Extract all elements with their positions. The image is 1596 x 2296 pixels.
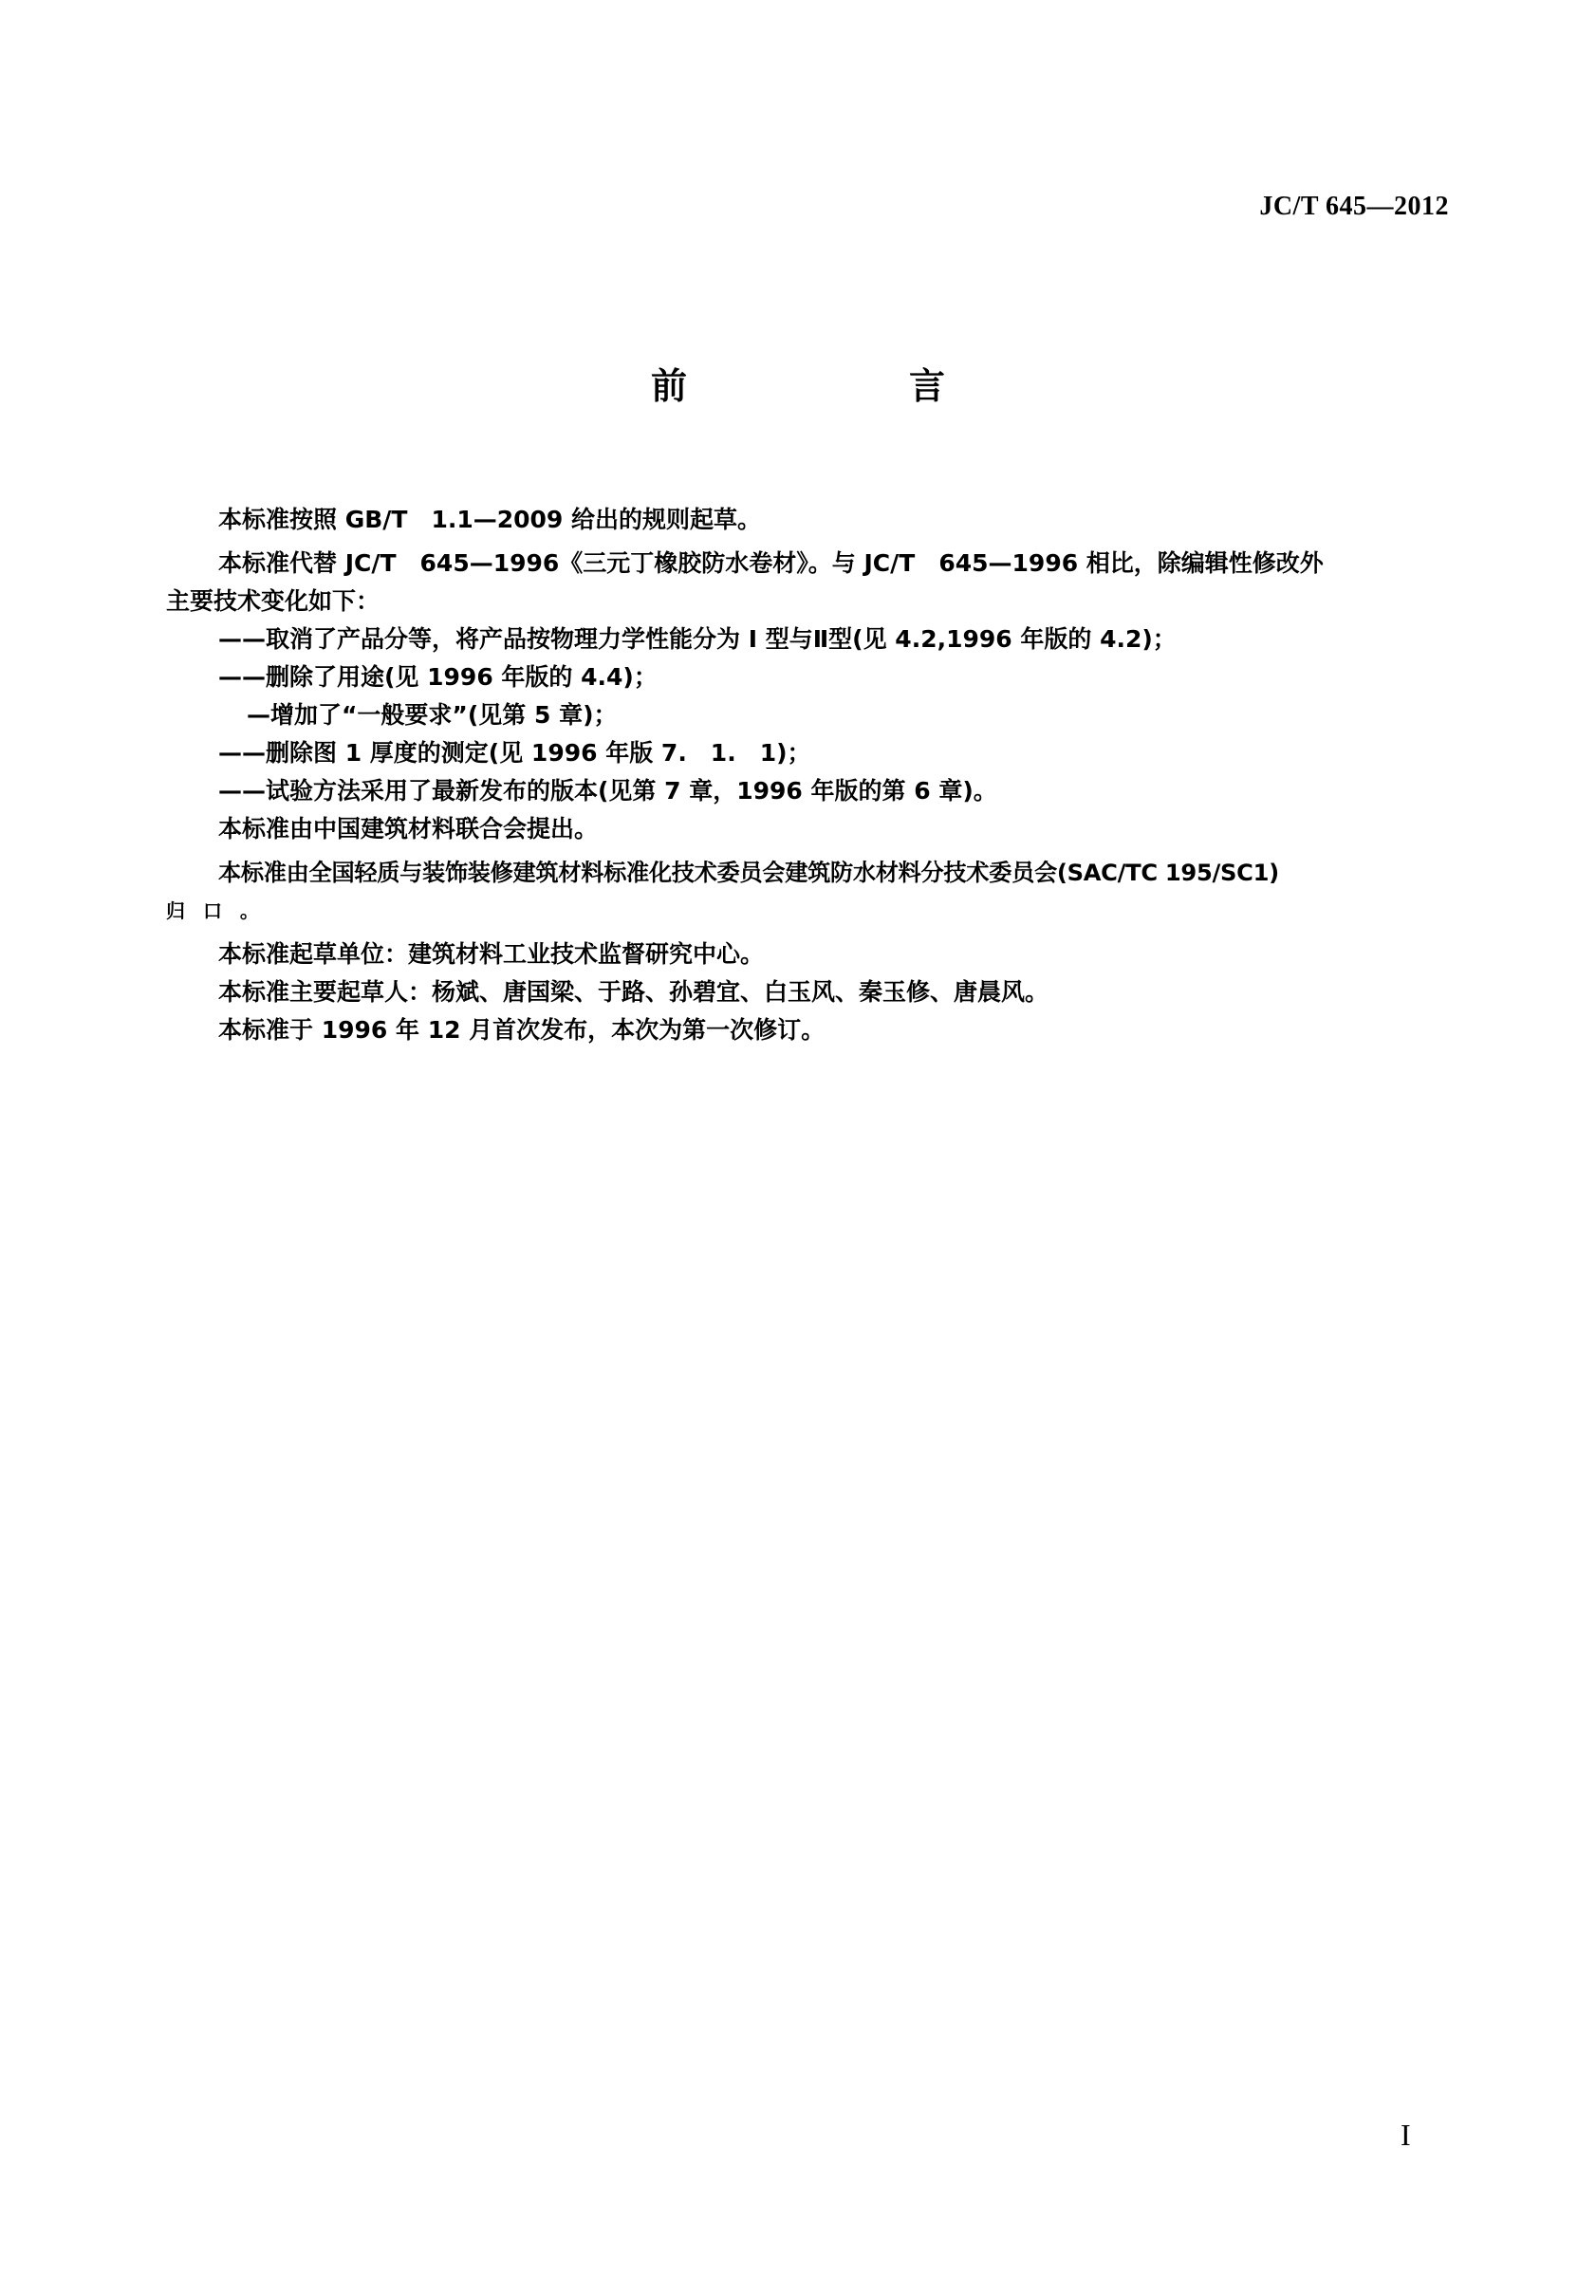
paragraph-drafters: 本标准主要起草人：杨斌、唐国梁、于路、孙碧宜、白玉风、秦玉修、唐晨风。 [218,978,1049,1006]
page-number: I [1401,2118,1411,2152]
paragraph-drafting-rules: 本标准按照 GB/T 1.1—2009 给出的规则起草。 [218,506,762,533]
change-item-4: ——删除图 1 厚度的测定(见 1996 年版 7. 1. 1)； [218,739,811,767]
paragraph-committee-line1: 本标准由全国轻质与装饰装修建筑材料标准化技术委员会建筑防水材料分技术委员会(SAC/TC 195/SC1) [218,860,1279,886]
change-item-1: ——取消了产品分等，将产品按物理力学性能分为 Ⅰ 型与Ⅱ型(见 4.2,1996 年版的 4.2)； [218,625,1177,653]
standard-code: JC/T 645—2012 [1259,192,1449,221]
foreword-body [166,501,1457,1049]
paragraph-proposed-by: 本标准由中国建筑材料联合会提出。 [218,815,599,842]
paragraph-drafting-unit: 本标准起草单位：建筑材料工业技术监督研究中心。 [218,940,765,968]
paragraph-committee-line2: 归 口 。 [166,899,265,922]
paragraph-history: 本标准于 1996 年 12 月首次发布，本次为第一次修订。 [218,1016,826,1044]
change-item-2: ——删除了用途(见 1996 年版的 4.4)； [218,663,658,691]
paragraph-replaces-line2: 主要技术变化如下： [166,587,380,615]
change-item-5: ——试验方法采用了最新发布的版本(见第 7 章，1996 年版的第 6 章)。 [218,777,997,805]
paragraph-replaces-line1: 本标准代替 JC/T 645—1996《三元丁橡胶防水卷材》。与 JC/T 645—1996 相比，除编辑性修改外 [218,549,1324,577]
change-item-3: —增加了“一般要求”(见第 5 章)； [247,701,618,729]
page-title: 前 言 [650,365,1038,407]
